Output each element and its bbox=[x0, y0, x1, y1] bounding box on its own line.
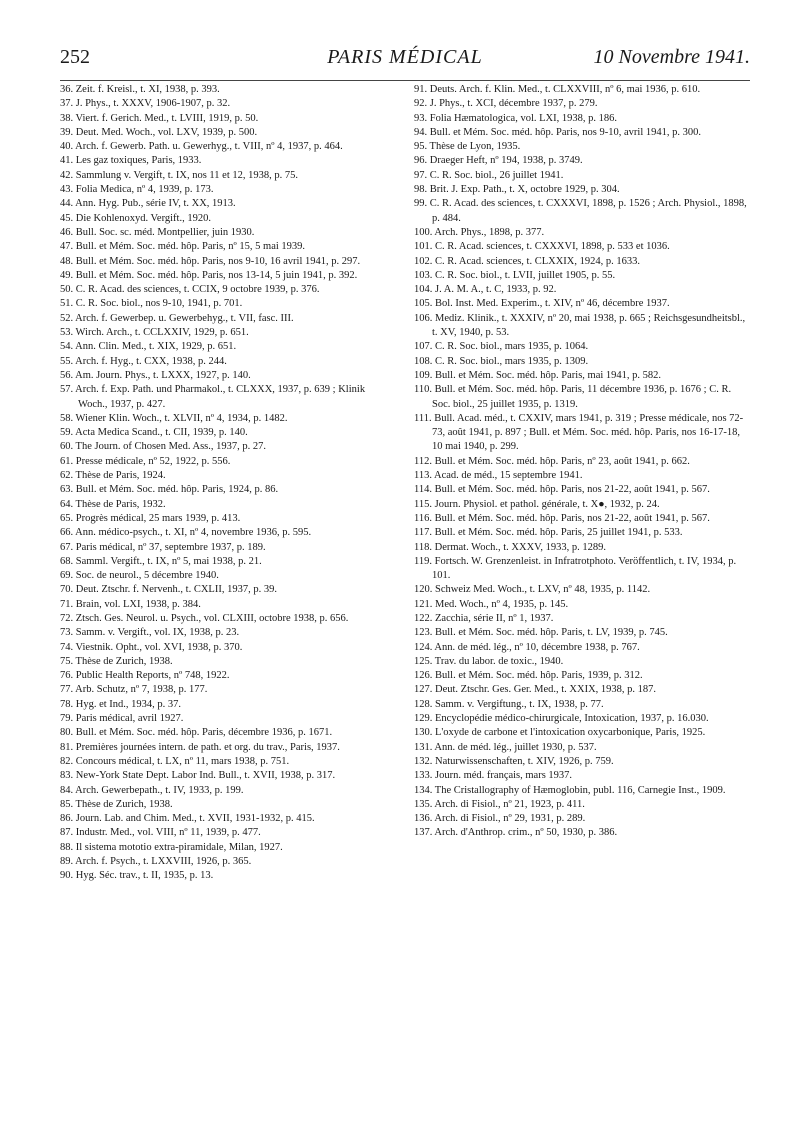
journal-title: PARIS MÉDICAL bbox=[327, 46, 483, 68]
reference-entry: 113. Acad. de méd., 15 septembre 1941. bbox=[414, 470, 583, 482]
reference-entry: 56. Am. Journ. Phys., t. LXXX, 1927, p. 140. bbox=[60, 369, 251, 381]
reference-entry: 108. C. R. Soc. biol., mars 1935, p. 1309. bbox=[414, 355, 589, 367]
reference-entry: 68. Samml. Vergift., t. IX, nº 5, mai 1938, p. 21. bbox=[60, 555, 262, 567]
reference-entry: 36. Zeit. f. Kreisl., t. XI, 1938, p. 393. bbox=[60, 84, 220, 95]
reference-entry: 49. Bull. et Mém. Soc. méd. hôp. Paris, nos 13-14, 5 juin 1941, p. 392. bbox=[60, 269, 358, 281]
reference-entry: 97. C. R. Soc. biol., 26 juillet 1941. bbox=[414, 169, 564, 181]
reference-entry: 98. Brit. J. Exp. Path., t. X, octobre 1929, p. 304. bbox=[414, 184, 620, 196]
reference-entry: 63. Bull. et Mém. Soc. méd. hôp. Paris, 1924, p. 86. bbox=[60, 484, 279, 496]
reference-entry: 80. Bull. et Mém. Soc. méd. hôp. Paris, décembre 1936, p. 1671. bbox=[60, 727, 333, 739]
reference-entry: 54. Ann. Clin. Med., t. XIX, 1929, p. 651. bbox=[60, 341, 237, 353]
page-header bbox=[60, 40, 750, 81]
reference-entry: 72. Ztsch. Ges. Neurol. u. Psych., vol. CLXIII, octobre 1938, p. 656. bbox=[60, 612, 349, 624]
reference-entry: 86. Journ. Lab. and Chim. Med., t. XVII, 1931-1932, p. 415. bbox=[60, 813, 315, 825]
reference-entry: 75. Thèse de Zurich, 1938. bbox=[60, 655, 173, 667]
reference-entry: 107. C. R. Soc. biol., mars 1935, p. 1064. bbox=[414, 341, 589, 353]
reference-entry: 44. Ann. Hyg. Pub., série IV, t. XX, 1913. bbox=[60, 198, 236, 210]
reference-entry: 100. Arch. Phys., 1898, p. 377. bbox=[414, 226, 545, 238]
page-number: 252 bbox=[60, 46, 90, 68]
reference-entry: 122. Zacchia, série II, nº 1, 1937. bbox=[414, 612, 554, 624]
reference-entry: 128. Samm. v. Vergiftung., t. IX, 1938, p. 77. bbox=[414, 698, 604, 710]
reference-entry: 39. Deut. Med. Woch., vol. LXV, 1939, p. 500. bbox=[60, 126, 258, 138]
reference-entry: 127. Deut. Ztschr. Ges. Ger. Med., t. XXIX, 1938, p. 187. bbox=[414, 684, 657, 696]
reference-entry: 129. Encyclopédie médico-chirurgicale, Intoxication, 1937, p. 16.030. bbox=[414, 713, 709, 725]
reference-entry: 94. Bull. et Mém. Soc. méd. hôp. Paris, nos 9-10, avril 1941, p. 300. bbox=[414, 126, 701, 138]
reference-entry: 137. Arch. d'Anthrop. crim., nº 50, 1930, p. 386. bbox=[414, 827, 618, 839]
reference-entry: 135. Arch. di Fisiol., nº 21, 1923, p. 411. bbox=[414, 798, 585, 810]
reference-entry: 133. Journ. méd. français, mars 1937. bbox=[414, 770, 573, 782]
references-columns bbox=[60, 83, 750, 884]
reference-entry: 69. Soc. de neurol., 5 décembre 1940. bbox=[60, 570, 219, 582]
reference-entry: 60. The Journ. of Chosen Med. Ass., 1937, p. 27. bbox=[60, 441, 267, 453]
reference-entry: 89. Arch. f. Psych., t. LXXVIII, 1926, p. 365. bbox=[60, 856, 252, 868]
reference-entry: 136. Arch. di Fisiol., nº 29, 1931, p. 289. bbox=[414, 813, 586, 825]
reference-entry: 126. Bull. et Mém. Soc. méd. hôp. Paris, 1939, p. 312. bbox=[414, 670, 643, 682]
reference-entry: 85. Thèse de Zurich, 1938. bbox=[60, 798, 173, 810]
reference-entry: 131. Ann. de méd. lég., juillet 1930, p. 537. bbox=[414, 741, 597, 753]
reference-entry: 123. Bull. et Mém. Soc. méd. hôp. Paris, t. LV, 1939, p. 745. bbox=[414, 627, 668, 639]
reference-entry: 67. Paris médical, nº 37, septembre 1937, p. 189. bbox=[60, 541, 266, 553]
reference-entry: 90. Hyg. Séc. trav., t. II, 1935, p. 13. bbox=[60, 870, 214, 882]
reference-entry: 42. Sammlung v. Vergift, t. IX, nos 11 et 12, 1938, p. 75. bbox=[60, 169, 298, 181]
reference-entry: 47. Bull. et Mém. Soc. méd. hôp. Paris, nº 15, 5 mai 1939. bbox=[60, 241, 306, 253]
reference-entry: 51. C. R. Soc. biol., nos 9-10, 1941, p. 701. bbox=[60, 298, 243, 310]
reference-entry: 52. Arch. f. Gewerbep. u. Gewerbehyg., t. VII, fasc. III. bbox=[60, 312, 294, 324]
reference-entry: 96. Draeger Heft, nº 194, 1938, p. 3749. bbox=[414, 155, 583, 167]
reference-entry: 121. Med. Woch., nº 4, 1935, p. 145. bbox=[414, 598, 569, 610]
reference-entry: 43. Folia Medica, nº 4, 1939, p. 173. bbox=[60, 184, 214, 196]
reference-entry: 65. Progrès médical, 25 mars 1939, p. 413. bbox=[60, 512, 241, 524]
reference-entry: 93. Folia Hæmatologica, vol. LXI, 1938, p. 186. bbox=[414, 112, 617, 124]
references-right-column bbox=[414, 83, 750, 884]
reference-entry: 81. Premières journées intern. de path. et org. du trav., Paris, 1937. bbox=[60, 741, 340, 753]
reference-entry: 74. Viestnik. Opht., vol. XVI, 1938, p. 370. bbox=[60, 641, 243, 653]
reference-entry: 37. J. Phys., t. XXXV, 1906-1907, p. 32. bbox=[60, 98, 231, 110]
reference-entry: 62. Thèse de Paris, 1924. bbox=[60, 470, 166, 482]
reference-entry: 61. Presse médicale, nº 52, 1922, p. 556. bbox=[60, 455, 231, 467]
reference-entry: 84. Arch. Gewerbepath., t. IV, 1933, p. 199. bbox=[60, 784, 244, 796]
reference-entry: 106. Mediz. Klinik., t. XXXIV, nº 20, mai 1938, p. 665 ; Reichsgesundheitsbl., t. XV, 1940, p. 53. bbox=[414, 312, 746, 339]
reference-entry: 103. C. R. Soc. biol., t. LVII, juillet 1905, p. 55. bbox=[414, 269, 616, 281]
reference-entry: 40. Arch. f. Gewerb. Path. u. Gewerhyg., t. VIII, nº 4, 1937, p. 464. bbox=[60, 141, 343, 153]
reference-entry: 116. Bull. et Mém. Soc. méd. hôp. Paris, nos 21-22, août 1941, p. 567. bbox=[414, 512, 710, 524]
reference-entry: 134. The Cristallography of Hæmoglobin, publ. 116, Carnegie Inst., 1909. bbox=[414, 784, 726, 796]
reference-entry: 101. C. R. Acad. sciences, t. CXXXVI, 1898, p. 533 et 1036. bbox=[414, 241, 670, 253]
reference-entry: 38. Viert. f. Gerich. Med., t. LVIII, 1919, p. 50. bbox=[60, 112, 259, 124]
reference-entry: 87. Industr. Med., vol. VIII, nº 11, 1939, p. 477. bbox=[60, 827, 261, 839]
reference-entry: 88. Il sistema mototio extra-piramidale, Milan, 1927. bbox=[60, 841, 283, 853]
reference-entry: 76. Public Health Reports, nº 748, 1922. bbox=[60, 670, 230, 682]
reference-entry: 64. Thèse de Paris, 1932. bbox=[60, 498, 166, 510]
reference-entry: 46. Bull. Soc. sc. méd. Montpellier, juin 1930. bbox=[60, 226, 255, 238]
references-left-column bbox=[60, 83, 396, 884]
reference-entry: 70. Deut. Ztschr. f. Nervenh., t. CXLII, 1937, p. 39. bbox=[60, 584, 277, 596]
reference-entry: 66. Ann. médico-psych., t. XI, nº 4, novembre 1936, p. 595. bbox=[60, 527, 312, 539]
reference-entry: 125. Trav. du labor. de toxic., 1940. bbox=[414, 655, 564, 667]
reference-entry: 71. Brain, vol. LXI, 1938, p. 384. bbox=[60, 598, 201, 610]
reference-entry: 109. Bull. et Mém. Soc. méd. hôp. Paris, mai 1941, p. 582. bbox=[414, 369, 662, 381]
reference-entry: 57. Arch. f. Exp. Path. und Pharmakol., t. CLXXX, 1937, p. 639 ; Klinik Woch., 1937, p. 427. bbox=[60, 384, 366, 410]
reference-entry: 77. Arb. Schutz, nº 7, 1938, p. 177. bbox=[60, 684, 208, 696]
issue-date: 10 Novembre 1941. bbox=[593, 46, 750, 68]
reference-entry: 73. Samm. v. Vergift., vol. IX, 1938, p. 23. bbox=[60, 627, 240, 639]
reference-entry: 112. Bull. et Mém. Soc. méd. hôp. Paris, nº 23, août 1941, p. 662. bbox=[414, 455, 690, 467]
reference-entry: 114. Bull. et Mém. Soc. méd. hôp. Paris, nos 21-22, août 1941, p. 567. bbox=[414, 484, 710, 496]
reference-entry: 105. Bol. Inst. Med. Experim., t. XIV, nº 46, décembre 1937. bbox=[414, 298, 670, 310]
reference-entry: 45. Die Kohlenoxyd. Vergift., 1920. bbox=[60, 212, 211, 224]
reference-entry: 115. Journ. Physiol. et pathol. générale, t. X●, 1932, p. 24. bbox=[414, 498, 660, 510]
reference-entry: 83. New-York State Dept. Labor Ind. Bull., t. XVII, 1938, p. 317. bbox=[60, 770, 336, 782]
reference-entry: 92. J. Phys., t. XCI, décembre 1937, p. 279. bbox=[414, 98, 598, 110]
reference-entry: 104. J. A. M. A., t. C, 1933, p. 92. bbox=[414, 284, 557, 296]
reference-entry: 91. Deuts. Arch. f. Klin. Med., t. CLXXVIII, nº 6, mai 1936, p. 610. bbox=[414, 84, 701, 95]
reference-entry: 99. C. R. Acad. des sciences, t. CXXXVI, 1898, p. 1526 ; Arch. Physiol., 1898, p. 484. bbox=[414, 198, 747, 224]
reference-entry: 78. Hyg. et Ind., 1934, p. 37. bbox=[60, 698, 182, 710]
reference-entry: 119. Fortsch. W. Grenzenleist. in Infratrotphoto. Veröffentlich, t. IV, 1934, p. 101. bbox=[414, 555, 737, 582]
reference-entry: 59. Acta Medica Scand., t. CII, 1939, p. 140. bbox=[60, 427, 248, 439]
reference-entry: 120. Schweiz Med. Woch., t. LXV, nº 48, 1935, p. 1142. bbox=[414, 584, 651, 596]
reference-entry: 79. Paris médical, avril 1927. bbox=[60, 713, 184, 725]
reference-entry: 124. Ann. de méd. lég., nº 10, décembre 1938, p. 767. bbox=[414, 641, 640, 653]
reference-entry: 118. Dermat. Woch., t. XXXV, 1933, p. 1289. bbox=[414, 541, 607, 553]
reference-entry: 111. Bull. Acad. méd., t. CXXIV, mars 1941, p. 319 ; Presse médicale, nos 72-73, août 1941, p. 897 ; Bull. et Mém. Soc. méd. hôp. Paris, nos 16-17-18, 10 mai 1940, p. 299. bbox=[414, 412, 744, 453]
reference-entry: 132. Naturwissenschaften, t. XIV, 1926, p. 759. bbox=[414, 755, 614, 767]
reference-entry: 48. Bull. et Mém. Soc. méd. hôp. Paris, nos 9-10, 16 avril 1941, p. 297. bbox=[60, 255, 361, 267]
reference-entry: 53. Wirch. Arch., t. CCLXXIV, 1929, p. 651. bbox=[60, 327, 249, 339]
reference-entry: 50. C. R. Acad. des sciences, t. CCIX, 9 octobre 1939, p. 376. bbox=[60, 284, 320, 296]
reference-entry: 41. Les gaz toxiques, Paris, 1933. bbox=[60, 155, 202, 167]
reference-entry: 110. Bull. et Mém. Soc. méd. hôp. Paris, 11 décembre 1936, p. 1676 ; C. R. Soc. biol., 25 juillet 1935, p. 1319. bbox=[414, 384, 732, 410]
reference-entry: 55. Arch. f. Hyg., t. CXX, 1938, p. 244. bbox=[60, 355, 227, 367]
reference-entry: 130. L'oxyde de carbone et l'intoxication oxycarbonique, Paris, 1925. bbox=[414, 727, 706, 739]
reference-entry: 58. Wiener Klin. Woch., t. XLVII, nº 4, 1934, p. 1482. bbox=[60, 412, 288, 424]
reference-entry: 82. Concours médical, t. LX, nº 11, mars 1938, p. 751. bbox=[60, 755, 290, 767]
reference-entry: 102. C. R. Acad. sciences, t. CLXXIX, 1924, p. 1633. bbox=[414, 255, 641, 267]
reference-entry: 117. Bull. et Mém. Soc. méd. hôp. Paris, 25 juillet 1941, p. 533. bbox=[414, 527, 683, 539]
reference-entry: 95. Thèse de Lyon, 1935. bbox=[414, 141, 521, 153]
